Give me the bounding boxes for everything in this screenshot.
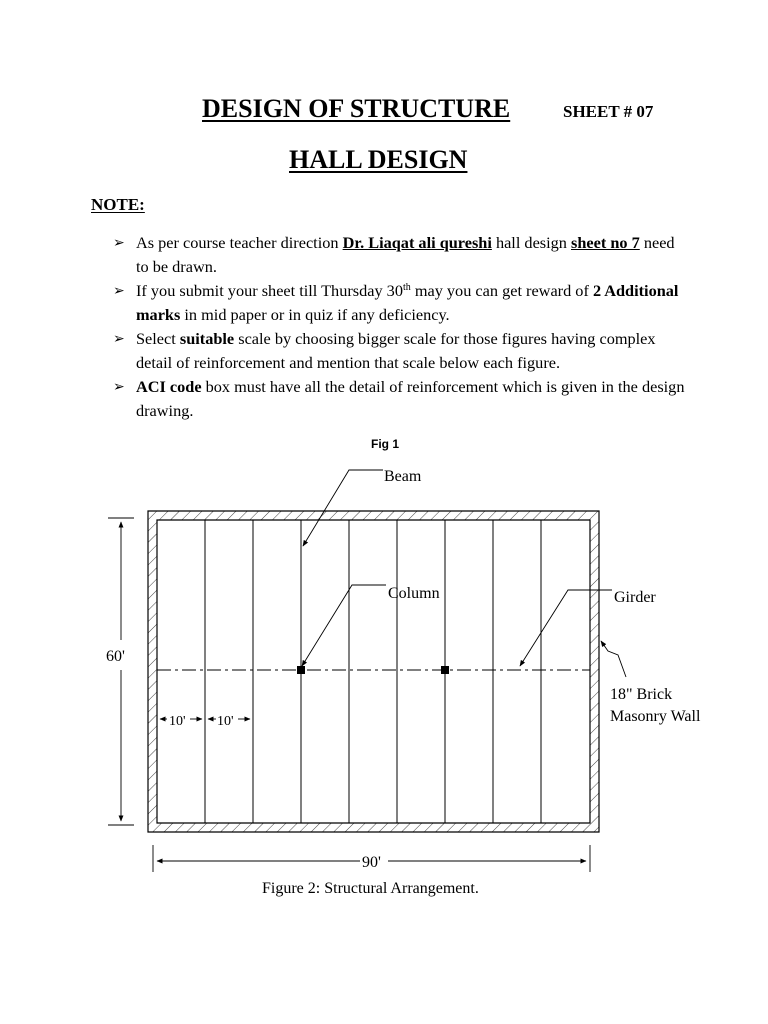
masonry-wall	[148, 511, 599, 832]
spacing-label-1: 10'	[169, 714, 186, 729]
note-heading: NOTE:	[91, 195, 145, 214]
note-item-3: ➢ Select suitable scale by choosing bigger scale for those figures having complex detail of reinforcement and mention that scale below each figure.	[113, 329, 656, 372]
arrow-bullet-icon: ➢	[113, 331, 125, 347]
note-item-4: ➢ ACI code box must have all the detail of reinforcement which is given in the design drawing.	[113, 377, 685, 420]
teacher-name: Dr. Liaqat ali qureshi	[342, 233, 492, 252]
width-dimension-label: 90'	[362, 854, 381, 871]
arrow-bullet-icon: ➢	[113, 235, 125, 251]
spacing-label-2: 10'	[217, 714, 234, 729]
note-item-1: ➢ As per course teacher direction Dr. Liaqat ali qureshi hall design sheet no 7 need to be drawn.	[113, 233, 675, 276]
figure-label: Fig 1	[371, 437, 400, 451]
column-leader	[302, 585, 386, 666]
height-dimension	[108, 518, 134, 825]
beam-label: Beam	[384, 468, 422, 485]
girder-label: Girder	[614, 589, 656, 606]
note-item-2: ➢ If you submit your sheet till Thursday 30th may you can get reward of 2 Additional marks in mid paper or in quiz if any deficiency.	[113, 281, 679, 324]
document-title: DESIGN OF STRUCTURE	[202, 94, 511, 123]
column-marker	[297, 666, 305, 674]
column-label: Column	[388, 585, 440, 602]
height-dimension-label: 60'	[106, 648, 125, 665]
wall-label-line2: Masonry Wall	[610, 708, 701, 725]
column-marker	[441, 666, 449, 674]
arrow-bullet-icon: ➢	[113, 379, 125, 395]
wall-leader	[601, 641, 626, 677]
document-subtitle: HALL DESIGN	[289, 145, 468, 174]
sheet-reference: sheet no 7	[571, 233, 640, 252]
beam-leader	[303, 470, 383, 546]
wall-label-line1: 18" Brick	[610, 686, 673, 703]
arrow-bullet-icon: ➢	[113, 283, 125, 299]
beam-lines	[205, 520, 541, 823]
sheet-number: SHEET # 07	[563, 102, 654, 121]
figure-caption: Figure 2: Structural Arrangement.	[262, 880, 479, 897]
